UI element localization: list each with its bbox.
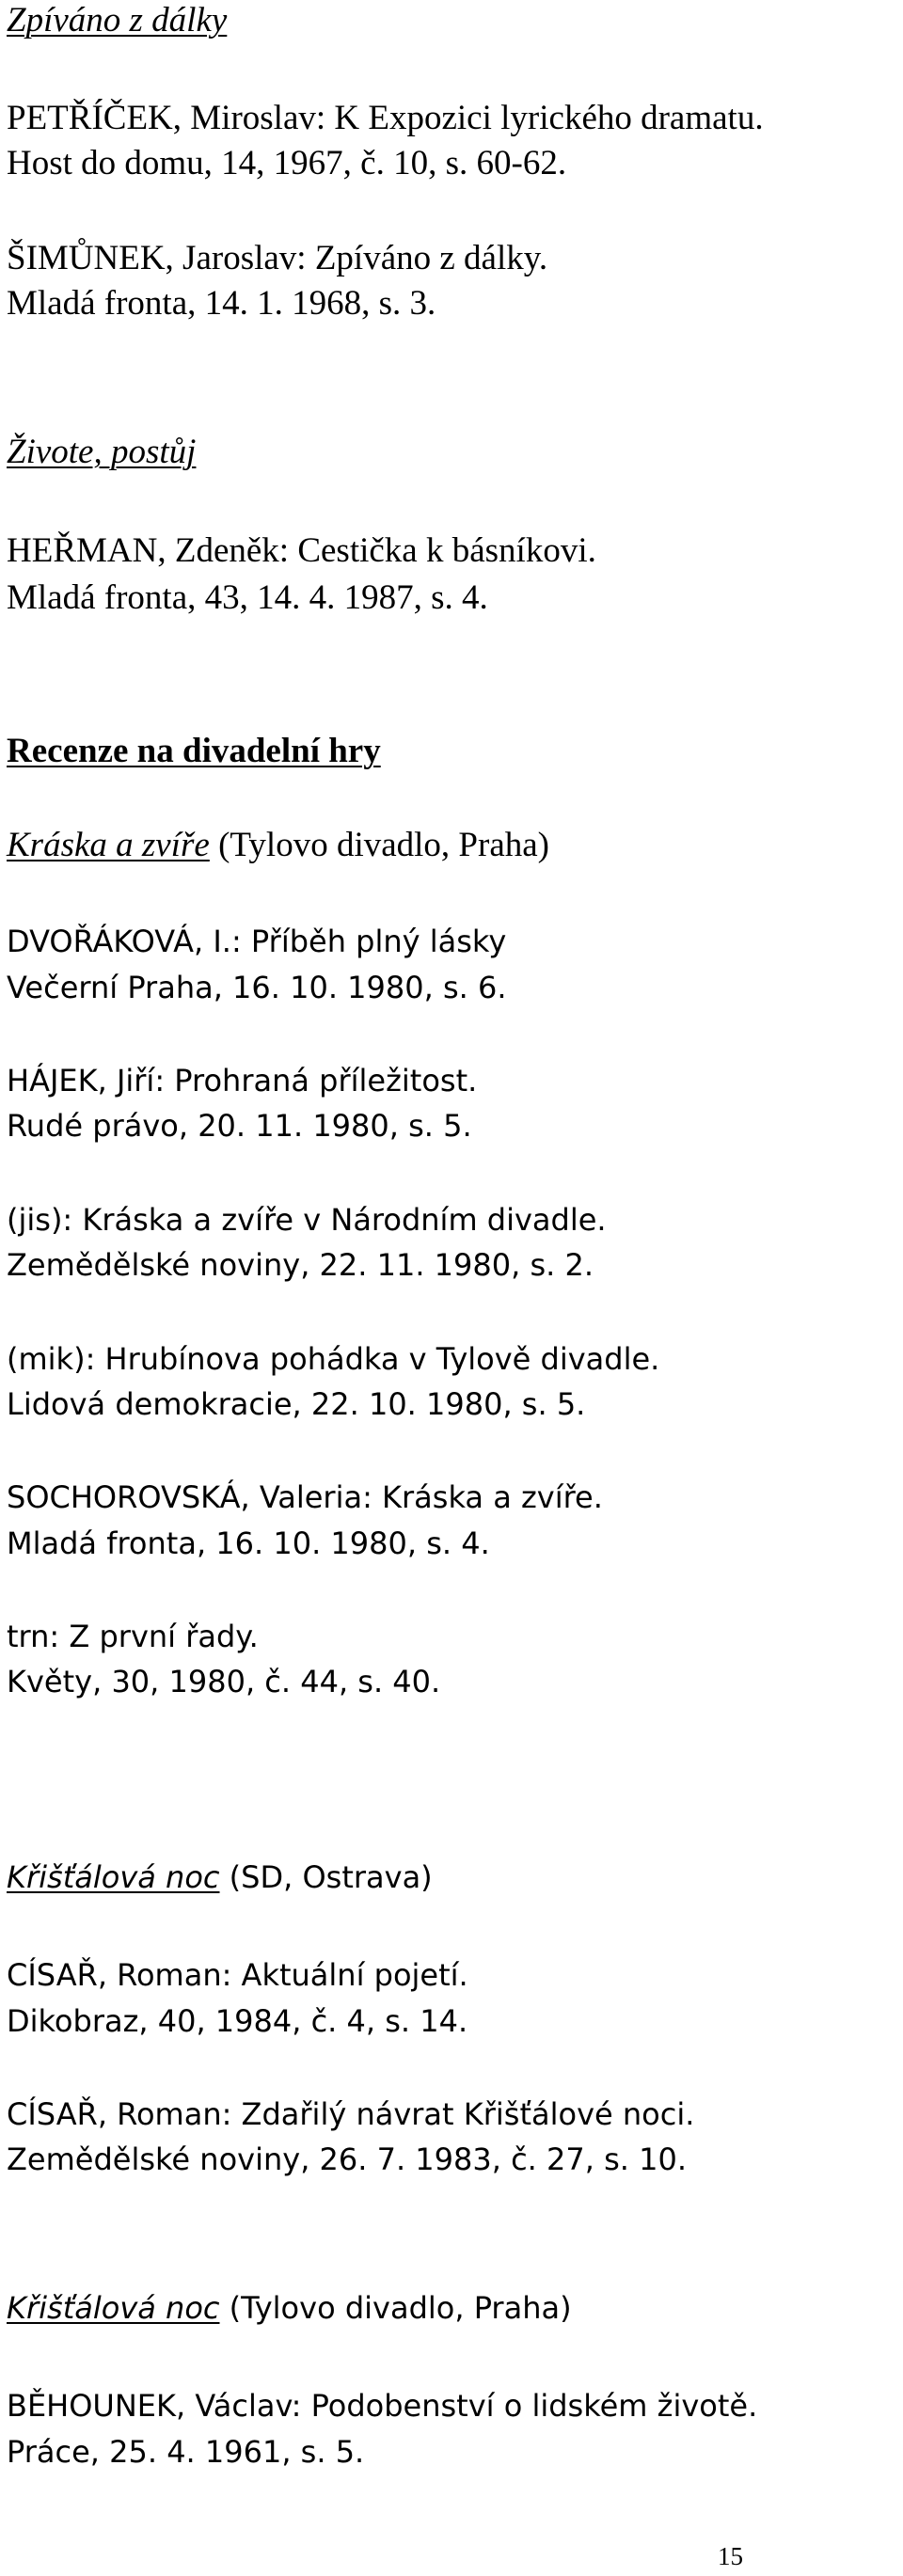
play-heading-kristalova-praha: [7, 2290, 572, 2326]
entry-line: CÍSAŘ, Roman: Zdařilý návrat Křišťálové noci.: [7, 2096, 695, 2132]
entry-line: Práce, 25. 4. 1961, s. 5.: [7, 2434, 365, 2470]
play-title: Křišťálová noc: [7, 1859, 220, 1895]
play-venue: (SD, Ostrava): [219, 1859, 433, 1895]
play-heading-kristalova-ostrava: [7, 1859, 433, 1895]
entry-line: Mladá fronta, 14. 1. 1968, s. 3.: [7, 284, 436, 323]
entry-line: HÁJEK, Jiří: Prohraná příležitost.: [7, 1063, 478, 1098]
entry-line: Rudé právo, 20. 11. 1980, s. 5.: [7, 1108, 472, 1144]
entry-line: Dikobraz, 40, 1984, č. 4, s. 14.: [7, 2003, 468, 2039]
play-venue: (Tylovo divadlo, Praha): [219, 2290, 572, 2326]
section-title-zpivano: Zpíváno z dálky: [7, 1, 228, 40]
play-heading-kraska: [7, 828, 549, 862]
entry-line: Zemědělské noviny, 26. 7. 1983, č. 27, s. 10.: [7, 2141, 687, 2177]
entry-line: Květy, 30, 1980, č. 44, s. 40.: [7, 1664, 441, 1699]
entry-line: PETŘÍČEK, Miroslav: K Expozici lyrického dramatu.: [7, 99, 764, 137]
entry-line: ŠIMŮNEK, Jaroslav: Zpíváno z dálky.: [7, 239, 548, 277]
entry-line: SOCHOROVSKÁ, Valeria: Kráska a zvíře.: [7, 1479, 603, 1515]
entry-line: Lidová demokracie, 22. 10. 1980, s. 5.: [7, 1386, 586, 1422]
section-heading-recenze: Recenze na divadelní hry: [7, 732, 381, 770]
play-title: Kráska a zvíře: [7, 826, 210, 864]
entry-line: Host do domu, 14, 1967, č. 10, s. 60-62.: [7, 144, 567, 182]
entry-line: (mik): Hrubínova pohádka v Tylově divadle.: [7, 1341, 660, 1377]
entry-line: Zemědělské noviny, 22. 11. 1980, s. 2.: [7, 1247, 594, 1283]
entry-line: CÍSAŘ, Roman: Aktuální pojetí.: [7, 1957, 468, 1993]
entry-line: Mladá fronta, 43, 14. 4. 1987, s. 4.: [7, 578, 488, 617]
play-title: Křišťálová noc: [7, 2290, 220, 2326]
entry-line: trn: Z první řady.: [7, 1619, 259, 1654]
entry-line: (jis): Kráska a zvíře v Národním divadle.: [7, 1202, 607, 1238]
entry-line: Večerní Praha, 16. 10. 1980, s. 6.: [7, 970, 507, 1005]
section-title-zivote: Živote, postůj: [7, 433, 197, 471]
entry-line: DVOŘÁKOVÁ, I.: Příběh plný lásky: [7, 924, 507, 959]
page-number: 15: [718, 2542, 743, 2570]
entry-line: HEŘMAN, Zdeněk: Cestička k básníkovi.: [7, 531, 596, 570]
entry-line: BĚHOUNEK, Václav: Podobenství o lidském životě.: [7, 2388, 758, 2424]
entry-line: Mladá fronta, 16. 10. 1980, s. 4.: [7, 1525, 490, 1561]
play-venue: (Tylovo divadlo, Praha): [209, 826, 549, 864]
